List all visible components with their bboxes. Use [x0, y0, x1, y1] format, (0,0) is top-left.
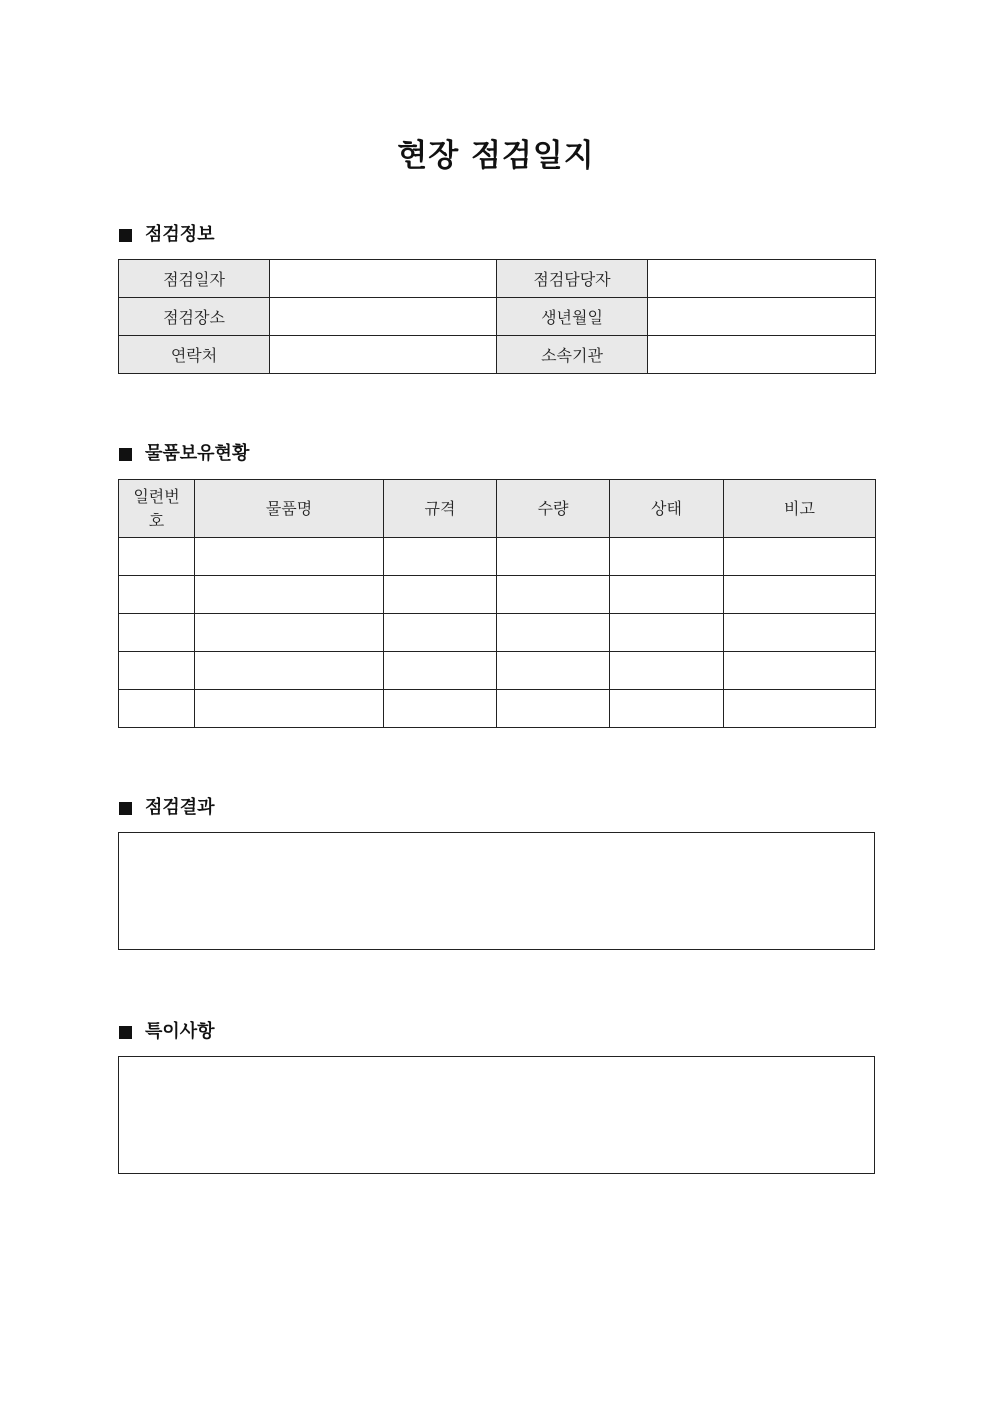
table-cell[interactable]	[119, 652, 195, 690]
table-cell[interactable]	[195, 690, 384, 728]
section-heading-notes	[119, 1020, 215, 1044]
table-cell[interactable]	[195, 576, 384, 614]
items-table	[118, 479, 876, 728]
inspection-result-box[interactable]	[118, 832, 875, 950]
table-row	[119, 614, 876, 652]
column-header-status: 상태	[610, 480, 724, 538]
column-header-serial	[119, 480, 195, 538]
table-cell[interactable]	[610, 652, 724, 690]
column-header-item-name: 물품명	[195, 480, 384, 538]
document-title: 현장 점검일지	[397, 138, 595, 174]
table-cell[interactable]	[384, 538, 497, 576]
table-cell[interactable]	[195, 614, 384, 652]
table-cell[interactable]	[497, 690, 610, 728]
inspector-field[interactable]	[648, 260, 876, 298]
label-inspector: 점검담당자	[497, 260, 648, 298]
label-inspection-date: 점검일자	[119, 260, 270, 298]
table-cell[interactable]	[610, 690, 724, 728]
table-cell[interactable]	[195, 652, 384, 690]
table-cell[interactable]	[610, 576, 724, 614]
special-notes-box[interactable]	[118, 1056, 875, 1174]
birth-date-field[interactable]	[648, 298, 876, 336]
table-row	[119, 538, 876, 576]
table-cell[interactable]	[724, 538, 876, 576]
table-cell[interactable]	[384, 652, 497, 690]
info-row-date	[119, 260, 876, 298]
section-heading-notes-label: 특이사항	[145, 1021, 215, 1042]
organization-field[interactable]	[648, 336, 876, 374]
table-row	[119, 652, 876, 690]
table-cell[interactable]	[610, 538, 724, 576]
section-heading-items-label: 물품보유현황	[145, 443, 250, 464]
section-heading-info	[119, 223, 215, 247]
table-cell[interactable]	[119, 576, 195, 614]
column-header-serial-label: 일련번호	[133, 486, 180, 530]
label-inspection-location: 점검장소	[119, 298, 270, 336]
black-square-icon	[119, 229, 132, 242]
column-header-remarks: 비고	[724, 480, 876, 538]
items-table-header	[119, 480, 876, 538]
section-heading-result-label: 점검결과	[145, 797, 215, 818]
black-square-icon	[119, 1026, 132, 1039]
label-organization: 소속기관	[497, 336, 648, 374]
table-row	[119, 576, 876, 614]
table-cell[interactable]	[384, 576, 497, 614]
table-cell[interactable]	[497, 614, 610, 652]
info-row-contact	[119, 336, 876, 374]
table-row	[119, 690, 876, 728]
table-cell[interactable]	[195, 538, 384, 576]
table-cell[interactable]	[724, 576, 876, 614]
section-heading-items	[119, 442, 249, 466]
section-heading-result	[119, 796, 215, 820]
table-cell[interactable]	[724, 652, 876, 690]
table-cell[interactable]	[497, 538, 610, 576]
info-row-location	[119, 298, 876, 336]
table-cell[interactable]	[610, 614, 724, 652]
black-square-icon	[119, 448, 132, 461]
label-birth-date: 생년월일	[497, 298, 648, 336]
column-header-spec: 규격	[384, 480, 497, 538]
inspection-date-field[interactable]	[270, 260, 497, 298]
table-cell[interactable]	[119, 538, 195, 576]
table-cell[interactable]	[384, 690, 497, 728]
table-cell[interactable]	[497, 652, 610, 690]
inspection-location-field[interactable]	[270, 298, 497, 336]
label-contact: 연락처	[119, 336, 270, 374]
table-cell[interactable]	[384, 614, 497, 652]
table-cell[interactable]	[724, 690, 876, 728]
table-cell[interactable]	[119, 690, 195, 728]
table-cell[interactable]	[497, 576, 610, 614]
inspection-info-table	[118, 259, 876, 374]
black-square-icon	[119, 802, 132, 815]
table-cell[interactable]	[724, 614, 876, 652]
section-heading-info-label: 점검정보	[145, 224, 215, 245]
table-cell[interactable]	[119, 614, 195, 652]
column-header-quantity: 수량	[497, 480, 610, 538]
contact-field[interactable]	[270, 336, 497, 374]
